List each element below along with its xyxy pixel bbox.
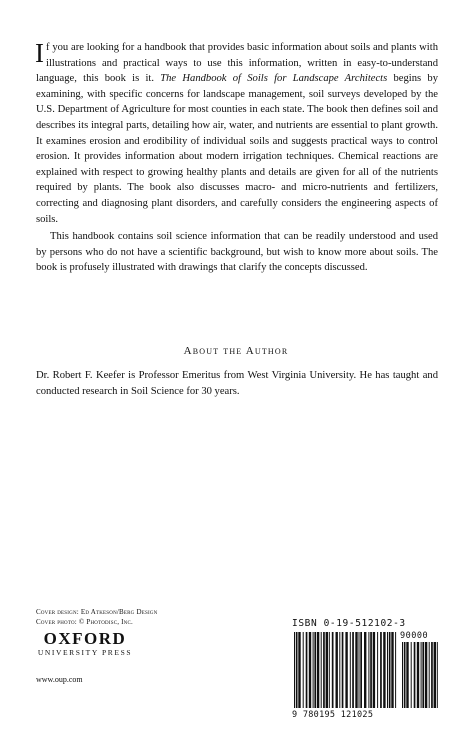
cover-photo-credit: Cover photo: © Photodisc, Inc. [36, 617, 133, 626]
blurb-paragraph-2: This handbook contains soil science information that can be readily understood and used by persons who do not have a scientific background, but wish to know more about soils. The book is profusely illustrated with drawings that clarify the concepts discussed. [36, 231, 438, 274]
cover-credits [36, 608, 157, 627]
ean-number: 9 780195 121025 [292, 710, 374, 720]
isbn-barcode-block [292, 618, 442, 728]
back-cover-blurb [36, 40, 438, 276]
book-title: The Handbook of Soils for Landscape Architects [160, 73, 388, 85]
price-addon-number: 90000 [400, 631, 429, 641]
drop-cap: I [35, 38, 44, 68]
cover-design-credit: Cover design: Ed Atkeson/Berg Design [36, 608, 158, 616]
about-author-text: Dr. Robert F. Keefer is Professor Emeritus from West Virginia University. He has taught and conducted research in Soil Science for 30 years. [36, 370, 438, 397]
publisher-name: OXFORD [43, 629, 127, 648]
blurb-text-1b: begins by examining, with specific concerns for landscape management, soil surveys developed by the U.S. Department of Agriculture for most counties in each state. The book then defines soil and describes its integral parts, detailing how air, water, and nutrients are essential to plant growth. It examines erosion and erodibility of individual soils and suggests practical ways to control erosion. It provides information about modern irrigation techniques. Chemical reactions are explained with respect to growing healthy plants and details are given for all of the nutrients required by plants. The book also discusses macro- and micro-nutrients and fertilizers, correcting and diagnosing plant disorders, and carefully considers the engineering aspects of soils. [36, 73, 438, 225]
about-author-section [36, 368, 438, 399]
publisher-logo [30, 630, 140, 658]
isbn-label: ISBN 0-19-512102-3 [292, 618, 406, 629]
blurb-paragraph-1 [36, 40, 438, 227]
publisher-website: www.oup.com [36, 675, 83, 684]
about-author-heading: About the Author [183, 345, 289, 357]
blurb-text-1a: f you are looking for a handbook that provides basic information about soils and plants with illustrations and practical ways to use this information, written in easy-to-understand language, this book is it. [36, 42, 438, 85]
barcode-image [292, 632, 442, 712]
publisher-press: UNIVERSITY PRESS [37, 648, 133, 657]
